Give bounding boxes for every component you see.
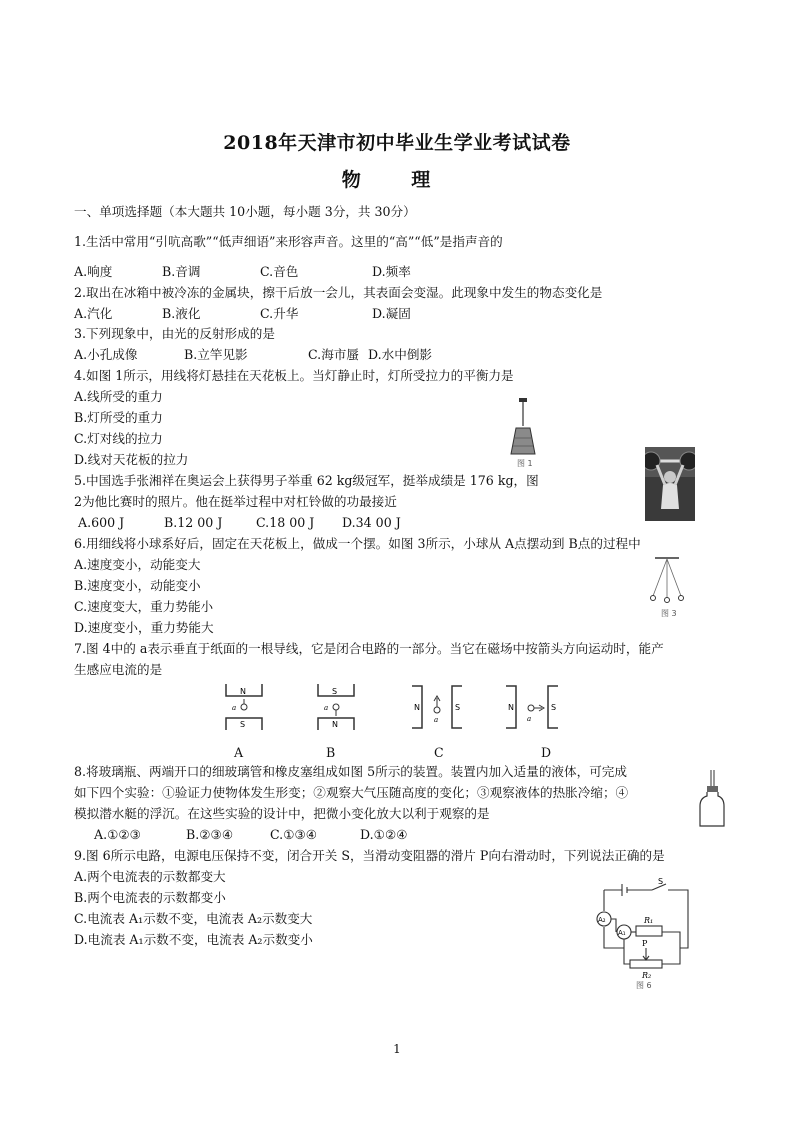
diagram-b-n-label: N — [332, 720, 338, 729]
q4-option-a: A.线所受的重力 — [74, 389, 163, 404]
slider-p-label: P — [642, 939, 648, 948]
diagram-b-wire-label: a — [324, 704, 329, 712]
diagram-c-n-label: N — [414, 703, 420, 712]
q8-options — [94, 827, 408, 843]
q3-option-d: D.水中倒影 — [368, 347, 433, 362]
resistor-r2-label: R₂ — [642, 971, 652, 980]
q8-option-d: D.①②④ — [360, 827, 408, 842]
q1-option-b: B.音调 — [162, 264, 201, 279]
q6-option-a: A.速度变小，动能变大 — [74, 557, 201, 572]
q4-option-b: B.灯所受的重力 — [74, 410, 163, 425]
diagram-c-s-label: S — [455, 703, 461, 712]
q1-option-d: D.频率 — [372, 264, 411, 279]
q9-stem: 9.图 6所示电路，电源电压保持不变，闭合开关 S，当滑动变阻器的滑片 P向右滑动时，下列说法正确的是 — [74, 848, 665, 863]
q5-options — [78, 515, 401, 531]
figure-4-label-b: B — [326, 745, 336, 760]
ammeter-a1-label: A₁ — [618, 929, 626, 937]
figure-2-weightlifter-photo — [645, 447, 695, 521]
q9-option-a: A.两个电流表的示数都变大 — [74, 869, 226, 884]
switch-label: S — [658, 878, 664, 886]
figure-3-caption: 图 3 — [661, 609, 677, 618]
diagram-a — [226, 684, 262, 730]
figure-4-label-a: A — [234, 745, 244, 760]
q8-option-b: B.②③④ — [186, 827, 234, 842]
q2-option-c: C.升华 — [260, 306, 299, 321]
q8-stem-line2: 如下四个实验：①验证力使物体发生形变；②观察大气压随高度的变化；③观察液体的热胀冷缩；④ — [74, 785, 629, 800]
q1-options — [74, 264, 411, 280]
diagram-d-s-label: S — [551, 703, 557, 712]
diagram-c — [412, 686, 462, 728]
q6-option-c: C.速度变大，重力势能小 — [74, 599, 214, 614]
section-heading: 一、单项选择题（本大题共 10小题，每小题 3分，共 30分） — [74, 204, 416, 219]
figure-4-magnet-diagrams — [218, 680, 578, 740]
diagram-b — [318, 684, 354, 730]
q1-option-c: C.音色 — [260, 264, 299, 279]
q5-option-b: B.12 00 J — [164, 515, 223, 530]
diagram-d — [506, 686, 558, 728]
q5-option-c: C.18 00 J — [256, 515, 315, 530]
q2-stem: 2.取出在冰箱中被冷冻的金属块，擦干后放一会儿，其表面会变湿。此现象中发生的物态变化是 — [74, 285, 603, 300]
diagram-a-n-label: N — [240, 687, 246, 696]
figure-6-caption: 图 6 — [636, 981, 652, 990]
q6-option-b: B.速度变小，动能变小 — [74, 578, 201, 593]
q8-option-c: C.①③④ — [270, 827, 318, 842]
q8-stem-line3: 模拟潜水艇的浮沉。在这些实验的设计中，把微小变化放大以利于观察的是 — [74, 806, 490, 821]
q7-stem-line1: 7.图 4中的 a表示垂直于纸面的一根导线，它是闭合电路的一部分。当它在磁场中按箭头方向运动时，能产 — [74, 641, 664, 656]
subject-title: 物 理 — [341, 169, 453, 191]
figure-1-hanging-lamp — [505, 398, 541, 470]
figure-5-bottle-apparatus — [697, 770, 727, 830]
diagram-c-wire-label: a — [434, 716, 439, 724]
q3-option-a: A.小孔成像 — [74, 347, 138, 362]
diagram-a-wire-label: a — [232, 704, 237, 712]
q6-option-d: D.速度变小，重力势能大 — [74, 620, 214, 635]
q4-stem: 4.如图 1所示，用线将灯悬挂在天花板上。当灯静止时，灯所受拉力的平衡力是 — [74, 368, 514, 383]
q3-option-b: B.立竿见影 — [184, 347, 248, 362]
ammeter-a2-label: A₂ — [598, 916, 606, 924]
diagram-d-wire-label: a — [527, 715, 532, 723]
figure-1-caption: 图 1 — [517, 459, 533, 468]
q4-option-d: D.线对天花板的拉力 — [74, 452, 189, 467]
diagram-a-s-label: S — [240, 720, 246, 729]
q9-option-c: C.电流表 A₁示数不变，电流表 A₂示数变大 — [74, 911, 313, 926]
page-number: 1 — [393, 1042, 401, 1056]
q5-stem-line2: 2为他比赛时的照片。他在挺举过程中对杠铃做的功最接近 — [74, 494, 397, 509]
figure-6-circuit — [584, 878, 696, 990]
q1-stem: 1.生活中常用“引吭高歌”“低声细语”来形容声音。这里的“高”“低”是指声音的 — [74, 234, 503, 249]
q3-option-c: C.海市蜃 — [308, 347, 359, 362]
q2-option-a: A.汽化 — [74, 306, 113, 321]
q1-option-a: A.响度 — [74, 264, 113, 279]
q4-option-c: C.灯对线的拉力 — [74, 431, 163, 446]
q2-option-b: B.液化 — [162, 306, 201, 321]
q5-stem-line1: 5.中国选手张湘祥在奥运会上获得男子举重 62 kg级冠军，挺举成绩是 176 kg，图 — [74, 473, 539, 488]
figure-4-label-c: C — [434, 745, 444, 760]
q2-options — [74, 306, 411, 322]
diagram-d-n-label: N — [508, 703, 514, 712]
q5-option-a: A.600 J — [78, 515, 125, 530]
q6-stem: 6.用细线将小球系好后，固定在天花板上，做成一个摆。如图 3所示，小球从 A点摆动到 B点的过程中 — [74, 536, 641, 551]
q8-stem-line1: 8.将玻璃瓶、两端开口的细玻璃管和橡皮塞组成如图 5所示的装置。装置内加入适量的液体，可完成 — [74, 764, 627, 779]
page-title: 2018年天津市初中毕业生学业考试试卷 — [223, 132, 571, 154]
q9-option-d: D.电流表 A₁示数不变，电流表 A₂示数变小 — [74, 932, 313, 947]
q5-option-d: D.34 00 J — [342, 515, 401, 530]
q3-options — [74, 347, 432, 363]
resistor-r1-label: R₁ — [644, 916, 654, 925]
q2-option-d: D.凝固 — [372, 306, 411, 321]
diagram-b-s-label: S — [332, 687, 338, 696]
figure-4-label-d: D — [541, 745, 552, 760]
figure-3-pendulum — [645, 556, 689, 620]
q7-stem-line2: 生感应电流的是 — [74, 662, 163, 677]
q9-option-b: B.两个电流表的示数都变小 — [74, 890, 226, 905]
q8-option-a: A.①②③ — [94, 827, 141, 842]
q3-stem: 3.下列现象中，由光的反射形成的是 — [74, 326, 275, 341]
